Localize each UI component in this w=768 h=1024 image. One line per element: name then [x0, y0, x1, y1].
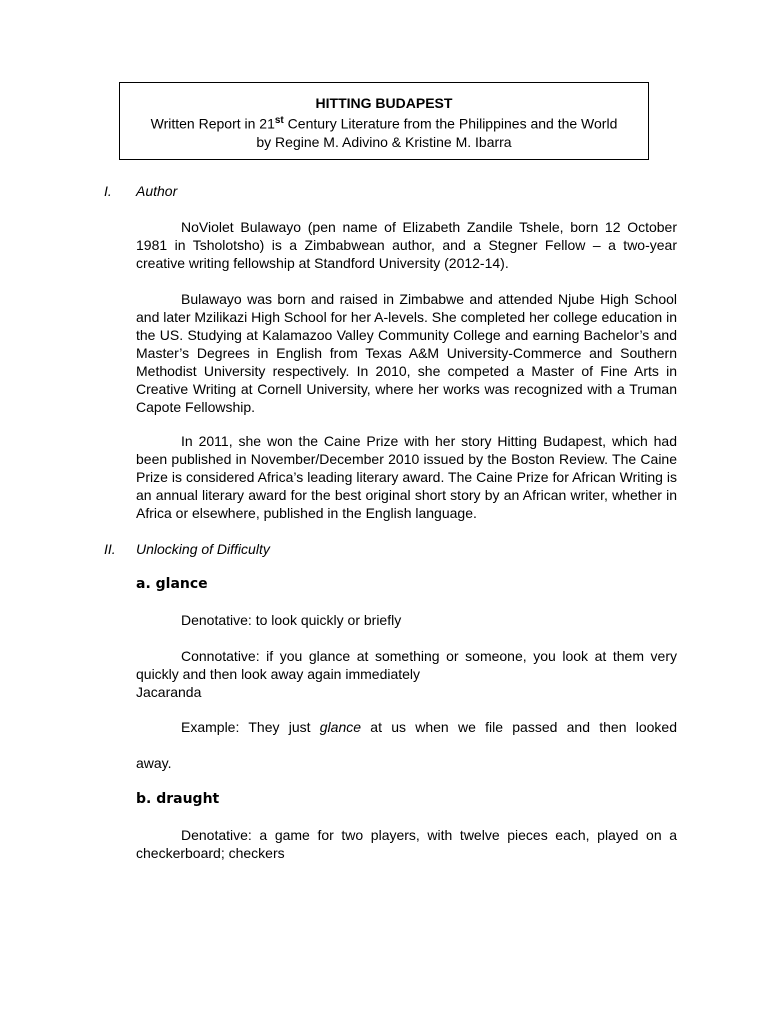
section-number: I.: [104, 183, 112, 199]
document-authors: by Regine M. Adivino & Kristine M. Ibarra: [256, 133, 512, 150]
author-paragraph-3: In 2011, she won the Caine Prize with her story Hitting Budapest, which had been published in November/December 2010 issued by the Boston Review. The Caine Prize is considered Africa’s leading literary award. The Caine Prize for African Writing is an annual literary award for the best original short story by an African writer, whether in Africa or elsewhere, published in the English language.: [136, 433, 677, 521]
glance-example-tail: away.: [136, 755, 172, 771]
subtitle-text: Written Report in 21: [150, 115, 275, 132]
draught-denotative: Denotative: a game for two players, with twelve pieces each, played on a checkerboard; checkers: [136, 827, 677, 861]
subtitle-text-rest: Century Literature from the Philippines and the World: [283, 115, 618, 132]
term-heading-draught: b. draught: [136, 791, 220, 807]
example-text: Example: They just: [181, 719, 320, 735]
section-title: Author: [136, 183, 178, 199]
glance-connotative: Connotative: if you glance at something or someone, you look at them very quickly and then look away again immediately: [136, 648, 677, 682]
section-title: Unlocking of Difficulty: [136, 541, 270, 557]
glance-denotative: Denotative: to look quickly or briefly: [181, 612, 402, 628]
example-text-rest: at us when we file passed and then looked: [361, 719, 677, 735]
section-number: II.: [104, 541, 116, 557]
glance-example: [136, 718, 677, 736]
glance-extra-word: Jacaranda: [136, 684, 202, 700]
term-heading-glance: a. glance: [136, 576, 208, 592]
document-title: HITTING BUDAPEST: [315, 95, 453, 111]
section-heading-unlocking: [104, 540, 270, 558]
author-paragraph-2: Bulawayo was born and raised in Zimbabwe and attended Njube High School and later Mzilikazi High School for her A-levels. She completed her college education in the US. Studying at Kalamazoo Valley Community College and earning Bachelor’s and Master’s Degrees in English from Texas A&M University-Commerce and Southern Methodist University respectively. In 2010, she competed a Master of Fine Arts in Creative Writing at Cornell University, where her works was recognized with a Truman Capote Fellowship.: [136, 291, 677, 415]
author-paragraph-1: NoViolet Bulawayo (pen name of Elizabeth Zandile Tshele, born 12 October 1981 in Tsholotsho) is a Zimbabwean author, and a Stegner Fellow – a two-year creative writing fellowship at Standford University (2012-14).: [136, 219, 677, 271]
example-emphasis: glance: [319, 719, 362, 735]
title-box: [119, 82, 649, 160]
subtitle-superscript: st: [274, 115, 284, 126]
document-subtitle: [120, 112, 648, 133]
section-heading-author: [104, 182, 177, 200]
